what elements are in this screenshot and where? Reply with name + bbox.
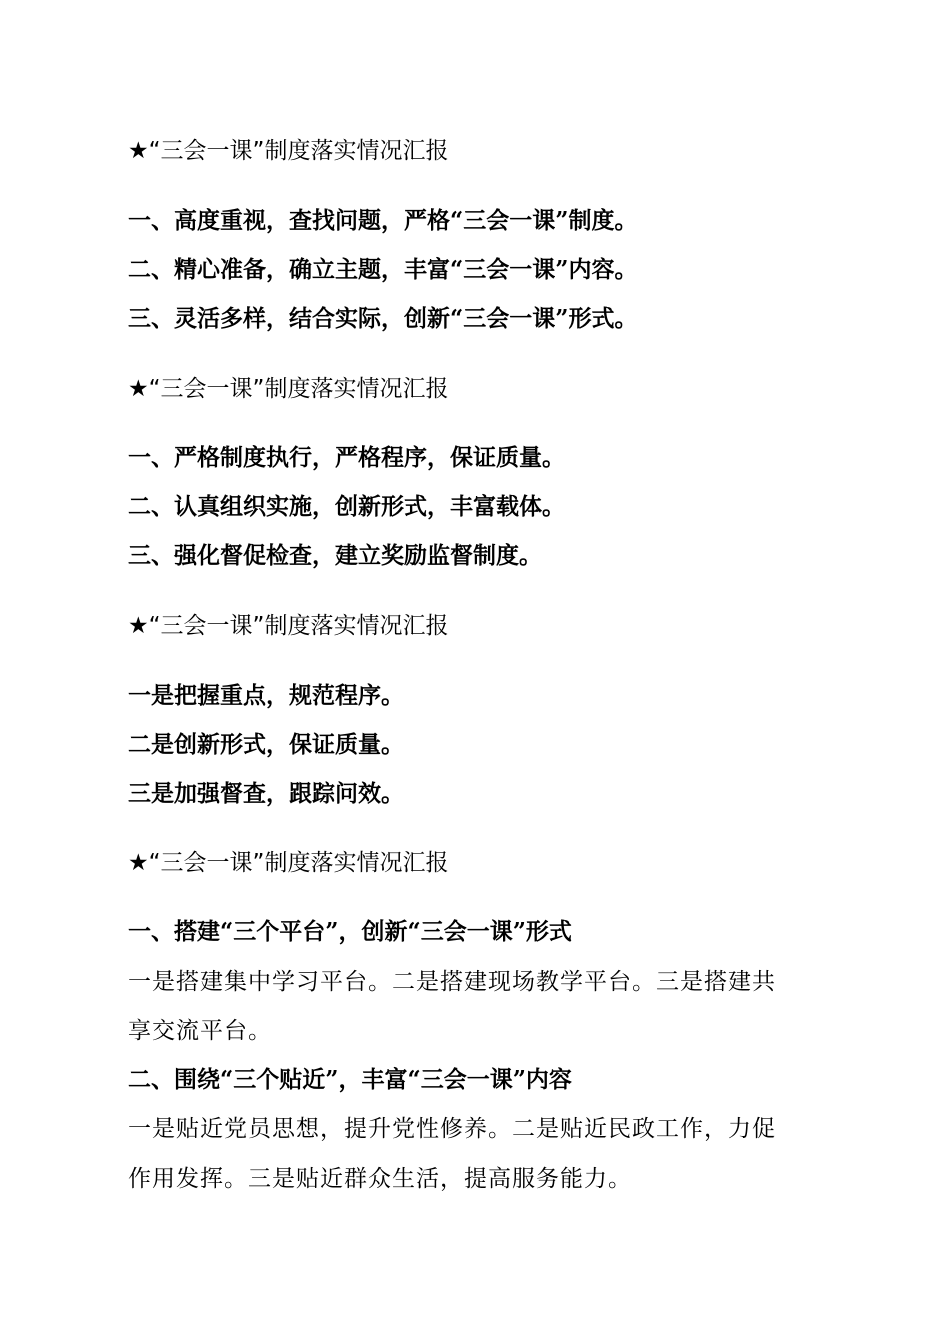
list-item: 一是把握重点，规范程序。 bbox=[128, 682, 404, 709]
list-item: 三、强化督促检查，建立奖励监督制度。 bbox=[128, 542, 542, 569]
subsection-heading: 二、围绕“三个贴近”，丰富“三会一课”内容 bbox=[128, 1066, 572, 1093]
body-paragraph-line: 享交流平台。 bbox=[128, 1018, 272, 1044]
list-item: 二是创新形式，保证质量。 bbox=[128, 731, 404, 758]
section-title: ★“三会一课”制度落实情况汇报 bbox=[128, 850, 449, 876]
list-item: 三、灵活多样，结合实际，创新“三会一课”形式。 bbox=[128, 305, 638, 332]
section-title: ★“三会一课”制度落实情况汇报 bbox=[128, 138, 449, 164]
section-title: ★“三会一课”制度落实情况汇报 bbox=[128, 613, 449, 639]
subsection-heading: 一、搭建“三个平台”，创新“三会一课”形式 bbox=[128, 918, 572, 945]
body-paragraph-line: 一是贴近党员思想，提升党性修养。二是贴近民政工作，力促 bbox=[128, 1116, 776, 1142]
list-item: 二、认真组织实施，创新形式，丰富载体。 bbox=[128, 493, 565, 520]
list-item: 一、高度重视，查找问题，严格“三会一课”制度。 bbox=[128, 207, 638, 234]
list-item: 三是加强督查，跟踪问效。 bbox=[128, 780, 404, 807]
body-paragraph-line: 一是搭建集中学习平台。二是搭建现场教学平台。三是搭建共 bbox=[128, 969, 776, 995]
list-item: 一、严格制度执行，严格程序，保证质量。 bbox=[128, 444, 565, 471]
list-item: 二、精心准备，确立主题，丰富“三会一课”内容。 bbox=[128, 256, 638, 283]
body-paragraph-line: 作用发挥。三是贴近群众生活，提高服务能力。 bbox=[128, 1166, 632, 1192]
section-title: ★“三会一课”制度落实情况汇报 bbox=[128, 376, 449, 402]
